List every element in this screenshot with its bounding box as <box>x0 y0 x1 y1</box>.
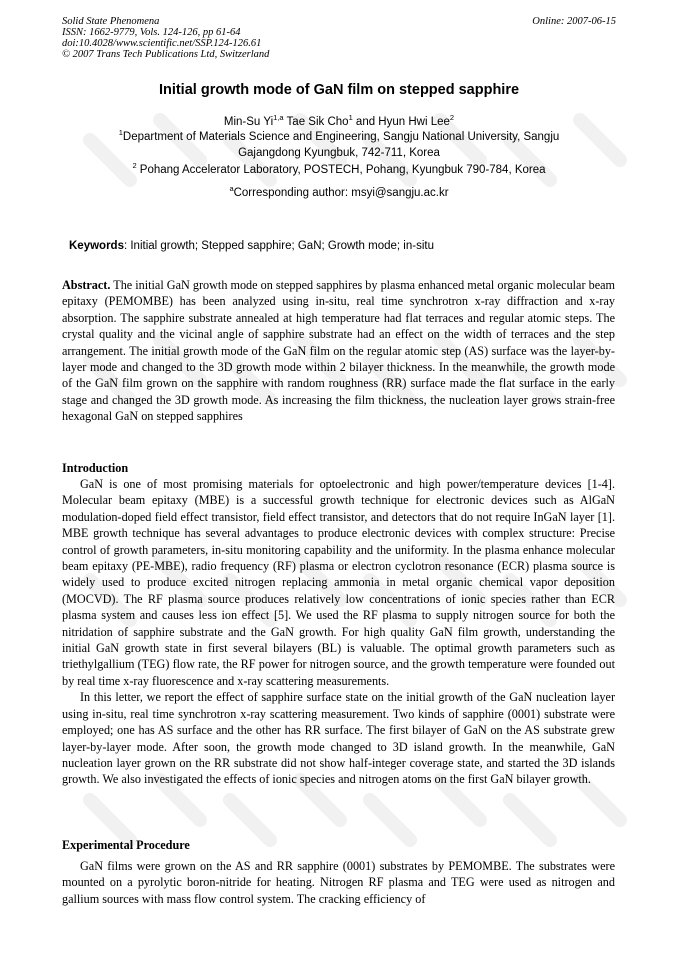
affiliation-mark: 2 <box>132 161 137 171</box>
online-date: Online: 2007-06-15 <box>532 16 616 27</box>
author-affiliation-mark: 1 <box>348 113 353 123</box>
author-affiliation-mark: 1,a <box>273 113 284 123</box>
author-line <box>0 114 678 130</box>
affiliation-1 <box>0 129 678 161</box>
author-name: and Hyun Hwi Lee <box>352 116 450 128</box>
journal-name: Solid State Phenomena <box>62 16 160 27</box>
author-name: Min-Su Yi <box>223 116 274 128</box>
affiliation-text: Gajangdong Kyungbuk, 742-711, Korea <box>238 147 440 159</box>
doi-line: doi:10.4028/www.scientific.net/SSP.124-126.61 <box>62 38 262 49</box>
experimental-paragraph-1: GaN films were grown on the AS and RR sapphire (0001) substrates by PEMOMBE. The substrates were mounted on a pyrolytic boron-nitride for heating. Nitrogen RF plasma and TEG were used as nitrogen and gallium sources with mass flow control system. The cracking efficiency of <box>62 859 615 906</box>
experimental-heading: Experimental Procedure <box>62 838 190 852</box>
corresponding-author <box>0 185 678 201</box>
issn-line: ISSN: 1662-9779, Vols. 124-126, pp 61-64 <box>62 27 241 38</box>
abstract-text: The initial GaN growth mode on stepped sapphires by plasma enhanced metal organic molecular beam epitaxy (PEMOMBE) has been analyzed using in-situ, real time synchrotron x-ray diffraction and x-ray absorption. The sapphire substrate annealed at high temperature had flat terraces and regular atomic steps. The crystal quality and the vicinal angle of sapphire substrate had an effect on the width of terraces and the step arrangement. The initial growth mode of the GaN film on the regular atomic step (AS) surface was the layer-by-layer mode and changed to the 3D growth mode within 2 bilayer thickness. In the meanwhile, the growth mode of the GaN film grown on the sapphire with random roughness (RR) surface made the flat surface in the early stage and changed the 3D growth mode. As increasing the film thickness, the nucleation layer grows strain-free hexagonal GaN on stepped sapphires <box>62 278 615 424</box>
affiliation-2 <box>0 162 678 178</box>
affiliation-text: Pohang Accelerator Laboratory, POSTECH, Pohang, Kyungbuk 790-784, Korea <box>136 164 546 176</box>
introduction-paragraph-1: GaN is one of most promising materials for optoelectronic and high power/temperature devices [1-4]. Molecular beam epitaxy (MBE) is a successful growth technique for electronic devices such as AlGaN modulation-doped field effect transistor, field effect transistor, and detectors that do not require InGaN layer [1]. MBE growth technique has several advantages to produce electronic devices with complex structure: Precise control of growth parameters, in-situ monitoring capability and the uniformity. In the plasma enhance molecular beam epitaxy (PE-MBE), radio frequency (RF) plasma or electron cyclotron resonance (ECR) plasma source is widely used to produce excited nitrogen replacing ammonia in metal organic chemical vapor deposition (MOCVD). The RF plasma source produces relatively low concentrations of ionic species rather than ECR plasma system and causes less ion effect [5]. We used the RF plasma to supply nitrogen source for both the nitridation of sapphire substrate and the GaN growth. For high quality GaN film growth, understanding the initial GaN growth state in first several bilayers (BL) is valuable. The optimal growth parameters such as triethylgallium (TEG) flow rate, the RF power for nitrogen source, and the growth temperature were founded out by real time x-ray fluorescence and x-ray scattering measurements. <box>62 477 615 688</box>
introduction-paragraph-2: In this letter, we report the effect of sapphire surface state on the initial growth of the GaN nucleation layer using in-situ, real time synchrotron x-ray scattering measurement. Two kinds of sapphire (0001) substrate were employed; one has AS surface and the other has RR surface. The first bilayer of GaN on the AS substrate grew layer-by-layer mode. After soon, the growth mode changed to 3D island growth. In the meanwhile, GaN nucleation layer grown on the RR substrate did not show half-integer coverage state, and started the 3D islands growth. We also investigated the effects of ionic species and nitrogen atoms on the first GaN bilayer growth. <box>62 690 615 787</box>
affiliation-mark: a <box>229 184 234 194</box>
keywords-line <box>69 240 434 252</box>
journal-metadata <box>62 16 269 60</box>
corresponding-author-email: Corresponding author: msyi@sangju.ac.kr <box>233 187 449 199</box>
abstract-label: Abstract. <box>62 278 111 292</box>
affiliation-text: Department of Materials Science and Engineering, Sangju National University, Sangju <box>122 131 560 143</box>
keywords-label: Keywords <box>69 240 124 252</box>
introduction-body <box>62 476 615 788</box>
keywords-text: : Initial growth; Stepped sapphire; GaN; Growth mode; in-situ <box>123 240 434 252</box>
introduction-heading: Introduction <box>62 461 129 475</box>
affiliation-mark: 1 <box>118 128 123 138</box>
abstract-block <box>62 277 615 425</box>
paper-title: Initial growth mode of GaN film on stepped sapphire <box>158 82 520 98</box>
copyright-line: © 2007 Trans Tech Publications Ltd, Switzerland <box>62 49 270 60</box>
author-affiliation-mark: 2 <box>449 113 455 123</box>
experimental-body <box>62 858 615 907</box>
author-name: Tae Sik Cho <box>283 116 349 128</box>
